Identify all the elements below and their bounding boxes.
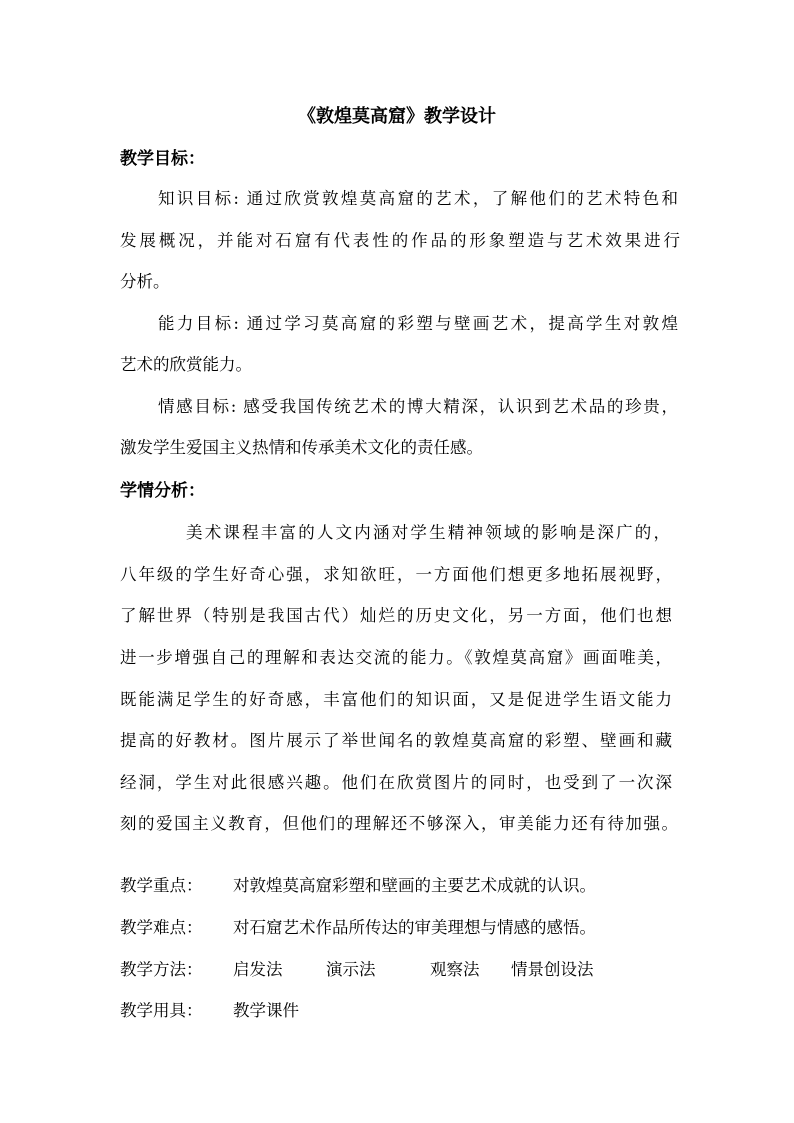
emotion-objective-line-1: 情感目标: 感受我国传统艺术的博大精深，认识到艺术品的珍贵， [158, 397, 678, 416]
difficulties-label: 教学难点： [120, 918, 203, 937]
method-item: 情景创设法 [511, 960, 594, 979]
key-points-value: 对敦煌莫高窟彩塑和壁画的主要艺术成就的认识。 [233, 876, 596, 895]
objectives-heading: 教学目标： [120, 149, 205, 169]
analysis-line-4: 进一步增强自己的理解和表达交流的能力。《敦煌莫高窟》画面唯美， [120, 648, 672, 667]
tools-value: 教学课件 [233, 1001, 299, 1020]
document-title: 《敦煌莫高窟》教学设计 [298, 106, 496, 127]
analysis-heading: 学情分析： [120, 481, 205, 501]
method-item: 观察法 [430, 960, 480, 979]
analysis-line-6: 提高的好教材。图片展示了举世闻名的敦煌莫高窟的彩塑、壁画和藏 [120, 731, 672, 750]
method-item: 启发法 [233, 960, 283, 979]
difficulties-value: 对石窟艺术作品所传达的审美理想与情感的感悟。 [233, 918, 596, 937]
analysis-line-2: 八年级的学生好奇心强，求知欲旺，一方面他们想更多地拓展视野， [120, 565, 672, 584]
method-item: 演示法 [326, 960, 376, 979]
analysis-line-5: 既能满足学生的好奇感，丰富他们的知识面，又是促进学生语文能力 [120, 690, 672, 709]
knowledge-objective-line-1: 知识目标: 通过欣赏敦煌莫高窟的艺术，了解他们的艺术特色和 [158, 189, 678, 208]
analysis-line-1: 美术课程丰富的人文内涵对学生精神领域的影响是深广的， [186, 523, 670, 542]
key-points-label: 教学重点： [120, 876, 203, 895]
analysis-line-7: 经洞，学生对此很感兴趣。他们在欣赏图片的同时，也受到了一次深 [120, 773, 672, 792]
emotion-objective-line-2: 激发学生爱国主义热情和传承美术文化的责任感。 [120, 438, 483, 457]
knowledge-objective-line-3: 分析。 [120, 272, 170, 291]
ability-objective-line-1: 能力目标: 通过学习莫高窟的彩塑与壁画艺术，提高学生对敦煌 [158, 314, 678, 333]
analysis-line-8: 刻的爱国主义教育，但他们的理解还不够深入，审美能力还有待加强。 [120, 814, 678, 833]
tools-label: 教学用具： [120, 1001, 203, 1020]
analysis-line-3: 了解世界（特别是我国古代）灿烂的历史文化，另一方面，他们也想 [120, 606, 672, 625]
methods-label: 教学方法： [120, 960, 203, 979]
knowledge-objective-line-2: 发展概况，并能对石窟有代表性的作品的形象塑造与艺术效果进行 [120, 231, 680, 250]
ability-objective-line-2: 艺术的欣赏能力。 [120, 355, 252, 374]
